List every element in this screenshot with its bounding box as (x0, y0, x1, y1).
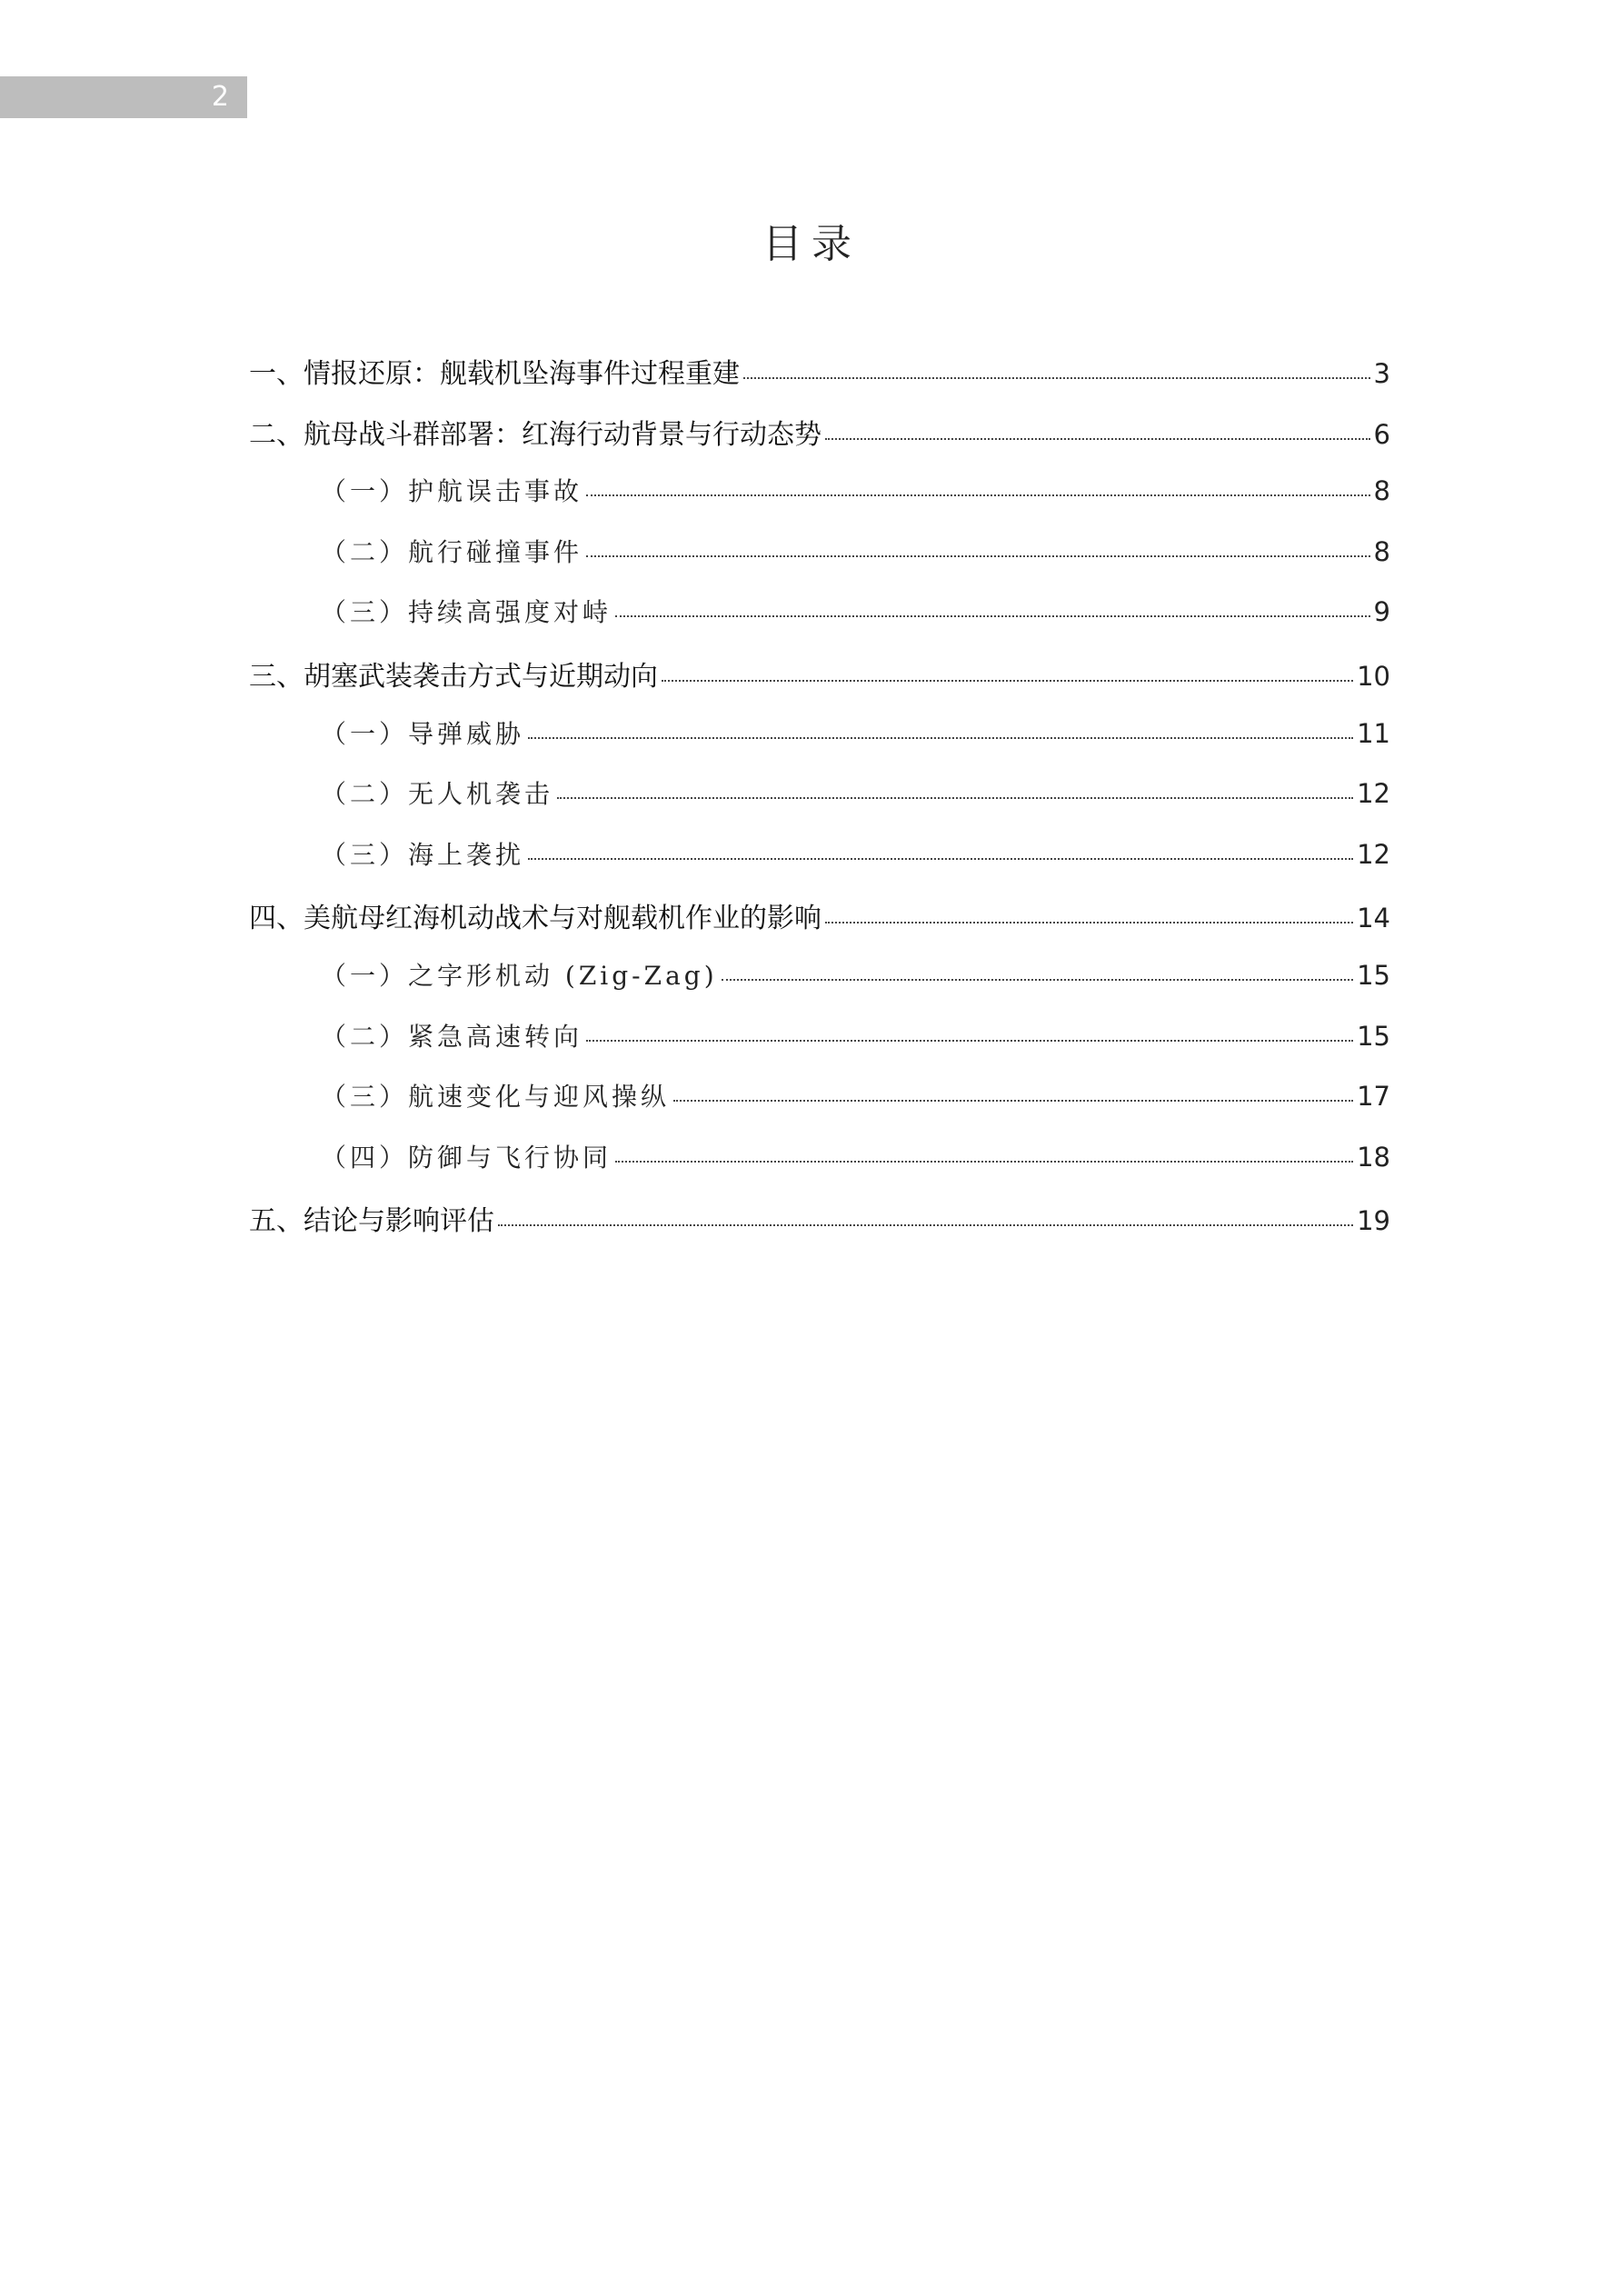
toc-entry-4-3[interactable] (249, 1077, 1390, 1138)
dot-leader (825, 436, 1370, 440)
toc-entry-page: 8 (1373, 475, 1390, 507)
dot-leader (586, 1038, 1353, 1042)
toc-entry-page: 18 (1357, 1141, 1390, 1173)
toc-title: 目录 (762, 221, 861, 267)
toc-entry-label: （二）航行碰撞事件 (321, 536, 583, 567)
toc-entry-4[interactable] (249, 895, 1390, 956)
dot-leader (615, 614, 1370, 617)
toc-entry-page: 10 (1357, 660, 1390, 692)
toc-entry-2[interactable] (249, 412, 1390, 473)
toc-entry-page: 15 (1357, 1020, 1390, 1052)
toc-entry-3-2[interactable] (249, 774, 1390, 835)
toc-entry-label: （三）海上袭扰 (321, 839, 525, 870)
toc-entry-4-1[interactable] (249, 956, 1390, 1017)
page-number-tab (0, 76, 247, 118)
dot-leader (722, 977, 1353, 981)
toc-entry-label: （二）无人机袭击 (321, 779, 554, 810)
toc-entry-label: （四）防御与飞行协同 (321, 1142, 612, 1173)
toc-entry-page: 17 (1357, 1081, 1390, 1113)
toc-entry-label: （三）航速变化与迎风操纵 (321, 1082, 671, 1113)
toc-entry-page: 8 (1373, 535, 1390, 567)
toc-entry-page: 12 (1357, 838, 1390, 870)
toc-entry-label: 三、胡塞武装袭击方式与近期动向 (249, 660, 658, 693)
toc-entry-2-3[interactable] (249, 593, 1390, 654)
toc-entry-page: 6 (1373, 418, 1390, 450)
toc-entry-5[interactable] (249, 1198, 1390, 1259)
page-number: 2 (211, 81, 229, 113)
toc-entry-4-2[interactable] (249, 1017, 1390, 1078)
toc-entry-page: 11 (1357, 717, 1390, 749)
dot-leader (673, 1098, 1353, 1102)
toc-entry-page: 15 (1357, 959, 1390, 991)
toc-entry-2-2[interactable] (249, 533, 1390, 594)
toc-entry-4-4[interactable] (249, 1138, 1390, 1199)
toc-entry-label: （三）持续高强度对峙 (321, 597, 612, 628)
toc-entry-label: 四、美航母红海机动战术与对舰载机作业的影响 (249, 903, 821, 935)
toc-entry-1[interactable] (249, 351, 1390, 412)
table-of-contents (249, 351, 1390, 1259)
toc-entry-page: 3 (1373, 358, 1390, 389)
dot-leader (586, 554, 1370, 557)
toc-entry-label: （一）之字形机动 (Zig-Zag) (321, 960, 718, 991)
dot-leader (615, 1159, 1353, 1163)
toc-entry-label: （二）紧急高速转向 (321, 1021, 583, 1052)
toc-entry-label: （一）护航误击事故 (321, 476, 583, 507)
dot-leader (528, 735, 1353, 739)
dot-leader (557, 795, 1353, 799)
toc-entry-3-1[interactable] (249, 714, 1390, 775)
toc-entry-2-1[interactable] (249, 472, 1390, 533)
toc-entry-label: 一、情报还原：舰载机坠海事件过程重建 (249, 358, 740, 390)
dot-leader (586, 493, 1370, 496)
toc-entry-3[interactable] (249, 654, 1390, 714)
toc-entry-page: 12 (1357, 778, 1390, 810)
dot-leader (825, 920, 1353, 923)
toc-entry-page: 14 (1357, 903, 1390, 934)
dot-leader (662, 678, 1353, 682)
toc-entry-page: 19 (1357, 1205, 1390, 1237)
dot-leader (743, 375, 1370, 379)
toc-entry-page: 9 (1373, 596, 1390, 628)
toc-entry-3-3[interactable] (249, 835, 1390, 896)
dot-leader (498, 1223, 1353, 1226)
toc-entry-label: （一）导弹威胁 (321, 718, 525, 749)
toc-entry-label: 二、航母战斗群部署：红海行动背景与行动态势 (249, 418, 821, 451)
toc-entry-label: 五、结论与影响评估 (249, 1205, 494, 1238)
dot-leader (528, 856, 1353, 860)
